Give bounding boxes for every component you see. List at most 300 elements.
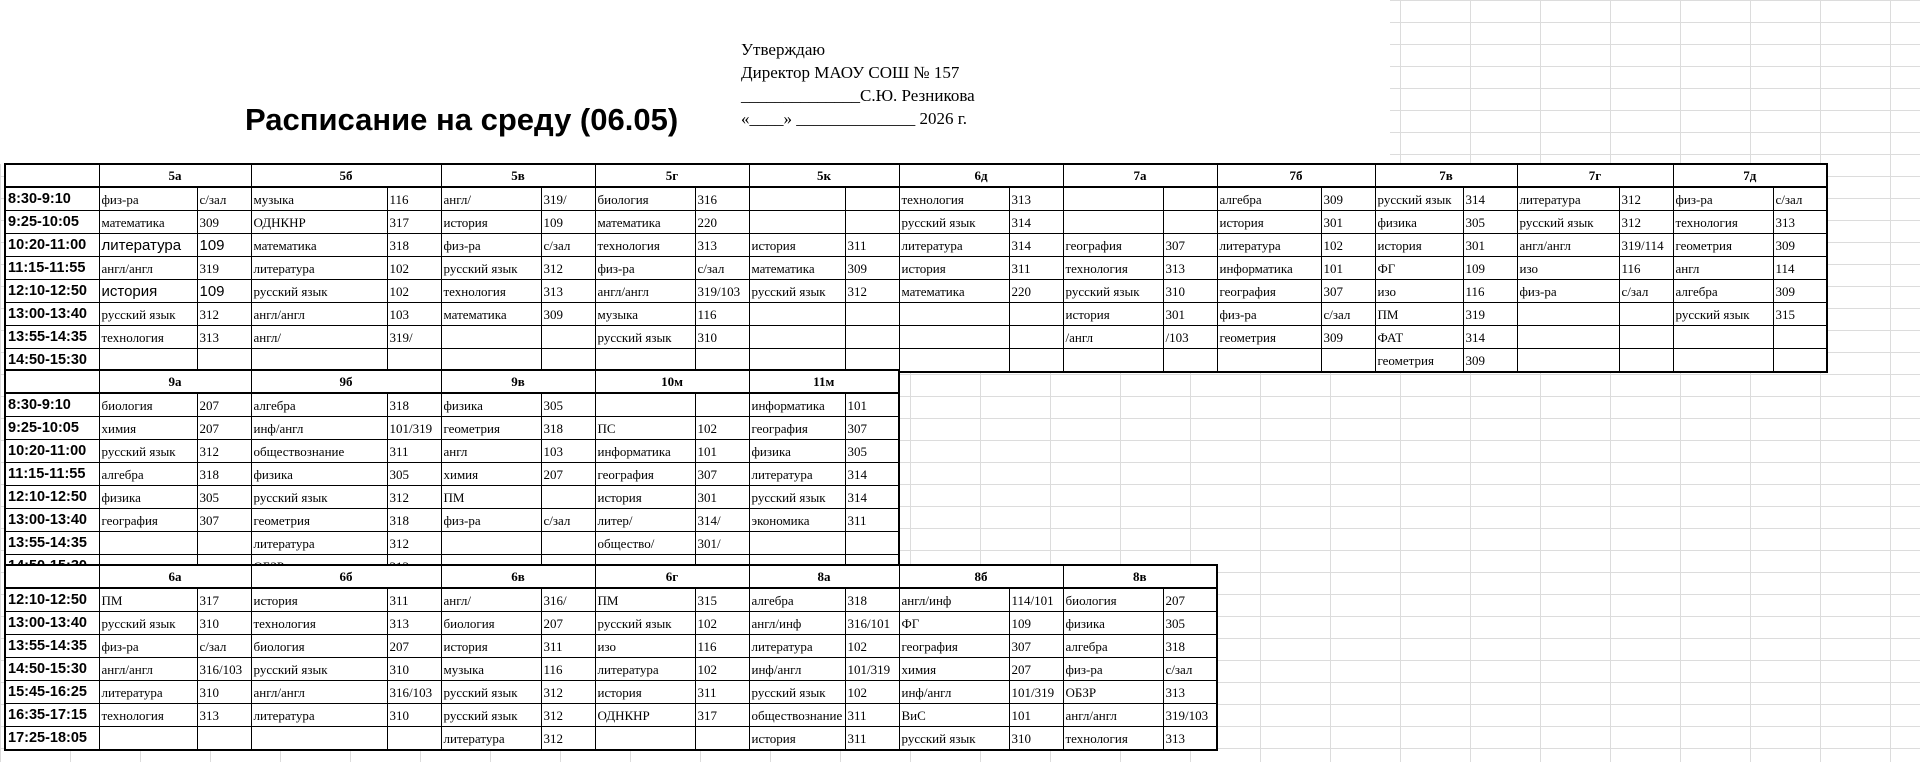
room-cell: 301 bbox=[695, 486, 749, 509]
room-cell: 312 bbox=[387, 532, 441, 555]
lesson-row bbox=[5, 635, 1217, 658]
subject-cell: информатика bbox=[749, 393, 845, 417]
room-cell: 314 bbox=[845, 486, 899, 509]
room-cell bbox=[1619, 349, 1673, 373]
room-cell bbox=[387, 727, 441, 751]
subject-cell: литература bbox=[441, 727, 541, 751]
room-cell: 318 bbox=[387, 509, 441, 532]
subject-cell: математика bbox=[251, 234, 387, 257]
subject-cell bbox=[251, 727, 387, 751]
subject-cell: физ-ра bbox=[441, 234, 541, 257]
room-cell: 207 bbox=[197, 393, 251, 417]
subject-cell: история bbox=[595, 681, 695, 704]
room-cell bbox=[695, 727, 749, 751]
room-cell: 310 bbox=[387, 704, 441, 727]
room-cell: 313 bbox=[197, 326, 251, 349]
subject-cell: русский язык bbox=[99, 440, 197, 463]
time-slot: 15:45-16:25 bbox=[5, 681, 99, 704]
room-cell: 319 bbox=[1463, 303, 1517, 326]
subject-cell: русский язык bbox=[441, 704, 541, 727]
subject-cell: математика bbox=[441, 303, 541, 326]
subject-cell: англ/ bbox=[441, 588, 541, 612]
subject-cell: история bbox=[1063, 303, 1163, 326]
room-cell: 102 bbox=[695, 417, 749, 440]
room-cell: 312 bbox=[541, 257, 595, 280]
room-cell: с/зал bbox=[1619, 280, 1673, 303]
lesson-row bbox=[5, 463, 899, 486]
subject-cell: англ bbox=[1673, 257, 1773, 280]
room-cell bbox=[1619, 303, 1673, 326]
room-cell: с/зал bbox=[197, 635, 251, 658]
room-cell: 311 bbox=[695, 681, 749, 704]
subject-cell bbox=[1517, 303, 1619, 326]
subject-cell: биология bbox=[1063, 588, 1163, 612]
subject-cell: англ/инф bbox=[899, 588, 1009, 612]
room-cell: 311 bbox=[845, 704, 899, 727]
room-cell: 309 bbox=[1463, 349, 1517, 373]
room-cell bbox=[541, 486, 595, 509]
subject-cell: русский язык bbox=[595, 612, 695, 635]
subject-cell: история bbox=[441, 211, 541, 234]
subject-cell: ПМ bbox=[441, 486, 541, 509]
room-cell: 314 bbox=[845, 463, 899, 486]
subject-cell: технология bbox=[595, 234, 695, 257]
subject-cell bbox=[1673, 349, 1773, 373]
room-cell: 101/319 bbox=[845, 658, 899, 681]
class-header: 6д bbox=[899, 164, 1063, 187]
room-cell: 109 bbox=[197, 280, 251, 303]
subject-cell: геометрия bbox=[1375, 349, 1463, 373]
room-cell: 102 bbox=[387, 257, 441, 280]
subject-cell: литература bbox=[899, 234, 1009, 257]
room-cell: 102 bbox=[1321, 234, 1375, 257]
room-cell: 313 bbox=[1163, 681, 1217, 704]
subject-cell: литер/ bbox=[595, 509, 695, 532]
class-header: 5а bbox=[99, 164, 251, 187]
subject-cell bbox=[99, 532, 197, 555]
class-header: 5г bbox=[595, 164, 749, 187]
subject-cell bbox=[99, 727, 197, 751]
subject-cell: англ/англ bbox=[595, 280, 695, 303]
room-cell: 313 bbox=[1163, 257, 1217, 280]
time-slot: 16:35-17:15 bbox=[5, 704, 99, 727]
room-cell: 312 bbox=[541, 704, 595, 727]
class-header-row bbox=[5, 164, 1827, 187]
subject-cell: математика bbox=[899, 280, 1009, 303]
room-cell: 315 bbox=[695, 588, 749, 612]
class-header: 6б bbox=[251, 565, 441, 588]
room-cell: 311 bbox=[845, 727, 899, 751]
subject-cell: русский язык bbox=[749, 280, 845, 303]
subject-cell: технология bbox=[441, 280, 541, 303]
subject-cell: изо bbox=[1375, 280, 1463, 303]
room-cell: 319/ bbox=[541, 187, 595, 211]
subject-cell bbox=[441, 532, 541, 555]
subject-cell: биология bbox=[251, 635, 387, 658]
subject-cell: информатика bbox=[595, 440, 695, 463]
lesson-row bbox=[5, 187, 1827, 211]
subject-cell: история bbox=[899, 257, 1009, 280]
page-title: Расписание на среду (06.05) bbox=[245, 102, 679, 137]
room-cell: 314 bbox=[1009, 211, 1063, 234]
subject-cell: физ-ра bbox=[1517, 280, 1619, 303]
subject-cell: история bbox=[1217, 211, 1321, 234]
room-cell: 301 bbox=[1321, 211, 1375, 234]
lesson-row bbox=[5, 658, 1217, 681]
room-cell: 307 bbox=[197, 509, 251, 532]
subject-cell bbox=[1217, 349, 1321, 373]
room-cell: 101 bbox=[1009, 704, 1063, 727]
room-cell: 101 bbox=[1321, 257, 1375, 280]
room-cell: 309 bbox=[197, 211, 251, 234]
class-header: 10м bbox=[595, 370, 749, 393]
subject-cell: алгебра bbox=[1217, 187, 1321, 211]
room-cell: 312 bbox=[541, 681, 595, 704]
subject-cell: ПМ bbox=[595, 588, 695, 612]
subject-cell: история bbox=[441, 635, 541, 658]
subject-cell: ФГ bbox=[1375, 257, 1463, 280]
subject-cell bbox=[1063, 349, 1163, 373]
subject-cell: химия bbox=[441, 463, 541, 486]
subject-cell: русский язык bbox=[1517, 211, 1619, 234]
subject-cell: геометрия bbox=[251, 509, 387, 532]
room-cell bbox=[695, 393, 749, 417]
time-slot: 12:10-12:50 bbox=[5, 588, 99, 612]
room-cell: 317 bbox=[695, 704, 749, 727]
room-cell: 116 bbox=[1463, 280, 1517, 303]
subject-cell: инф/англ bbox=[899, 681, 1009, 704]
room-cell: 319/114 bbox=[1619, 234, 1673, 257]
time-slot: 13:55-14:35 bbox=[5, 635, 99, 658]
time-slot: 9:25-10:05 bbox=[5, 211, 99, 234]
room-cell: 318 bbox=[845, 588, 899, 612]
room-cell: 307 bbox=[1009, 635, 1063, 658]
approval-line: ______________С.Ю. Резникова bbox=[741, 86, 975, 105]
subject-cell: англ bbox=[441, 440, 541, 463]
time-slot: 13:55-14:35 bbox=[5, 326, 99, 349]
class-header: 9б bbox=[251, 370, 441, 393]
room-cell: 318 bbox=[197, 463, 251, 486]
class-header: 6а bbox=[99, 565, 251, 588]
room-cell: 116 bbox=[1619, 257, 1673, 280]
room-cell: 307 bbox=[695, 463, 749, 486]
subject-cell: физ-ра bbox=[1063, 658, 1163, 681]
subject-cell: ПС bbox=[595, 417, 695, 440]
subject-cell bbox=[749, 211, 845, 234]
room-cell: 207 bbox=[387, 635, 441, 658]
room-cell: 314 bbox=[1463, 326, 1517, 349]
room-cell: 318 bbox=[541, 417, 595, 440]
lesson-row bbox=[5, 532, 899, 555]
room-cell bbox=[845, 326, 899, 349]
room-cell: 319/103 bbox=[1163, 704, 1217, 727]
subject-cell: география bbox=[899, 635, 1009, 658]
room-cell: 310 bbox=[1009, 727, 1063, 751]
subject-cell: физ-ра bbox=[99, 187, 197, 211]
subject-cell: математика bbox=[595, 211, 695, 234]
subject-cell: химия bbox=[899, 658, 1009, 681]
subject-cell: физика bbox=[441, 393, 541, 417]
subject-cell: математика bbox=[749, 257, 845, 280]
schedule-table-6-8 bbox=[4, 564, 1218, 751]
room-cell: 312 bbox=[1619, 187, 1673, 211]
room-cell: 312 bbox=[387, 486, 441, 509]
subject-cell: физика bbox=[1375, 211, 1463, 234]
lesson-row bbox=[5, 234, 1827, 257]
subject-cell: биология bbox=[99, 393, 197, 417]
lesson-row bbox=[5, 257, 1827, 280]
room-cell: с/зал bbox=[541, 234, 595, 257]
subject-cell: ФАТ bbox=[1375, 326, 1463, 349]
subject-cell: русский язык bbox=[595, 326, 695, 349]
room-cell bbox=[845, 187, 899, 211]
room-cell: 316/103 bbox=[197, 658, 251, 681]
room-cell: 101 bbox=[695, 440, 749, 463]
room-cell: 312 bbox=[541, 727, 595, 751]
room-cell: 309 bbox=[1321, 326, 1375, 349]
subject-cell: общество/ bbox=[595, 532, 695, 555]
subject-cell: русский язык bbox=[251, 280, 387, 303]
subject-cell bbox=[749, 303, 845, 326]
room-cell: 301 bbox=[1163, 303, 1217, 326]
subject-cell: технология bbox=[1063, 727, 1163, 751]
subject-cell: музыка bbox=[251, 187, 387, 211]
subject-cell: англ/ bbox=[251, 326, 387, 349]
subject-cell: информатика bbox=[1217, 257, 1321, 280]
subject-cell: ПМ bbox=[99, 588, 197, 612]
room-cell bbox=[1163, 187, 1217, 211]
subject-cell: литература bbox=[251, 532, 387, 555]
room-cell bbox=[1009, 326, 1063, 349]
subject-cell: литература bbox=[749, 635, 845, 658]
subject-cell: русский язык bbox=[1673, 303, 1773, 326]
lesson-row bbox=[5, 326, 1827, 349]
class-header: 11м bbox=[749, 370, 899, 393]
subject-cell: технология bbox=[899, 187, 1009, 211]
room-cell: 102 bbox=[845, 681, 899, 704]
room-cell: 316/ bbox=[541, 588, 595, 612]
room-cell: 301 bbox=[1463, 234, 1517, 257]
approval-block bbox=[741, 38, 975, 130]
subject-cell: русский язык bbox=[99, 612, 197, 635]
room-cell: 313 bbox=[541, 280, 595, 303]
time-slot: 11:15-11:55 bbox=[5, 463, 99, 486]
room-cell: 310 bbox=[197, 681, 251, 704]
subject-cell: история bbox=[1375, 234, 1463, 257]
room-cell: с/зал bbox=[695, 257, 749, 280]
subject-cell bbox=[749, 326, 845, 349]
subject-cell: русский язык bbox=[251, 658, 387, 681]
room-cell: 116 bbox=[695, 635, 749, 658]
room-cell: 103 bbox=[541, 440, 595, 463]
subject-cell: инф/англ bbox=[251, 417, 387, 440]
subject-cell: химия bbox=[99, 417, 197, 440]
class-header: 9а bbox=[99, 370, 251, 393]
room-cell: 114/101 bbox=[1009, 588, 1063, 612]
class-header: 8в bbox=[1063, 565, 1217, 588]
room-cell: 316/101 bbox=[845, 612, 899, 635]
time-slot: 8:30-9:10 bbox=[5, 187, 99, 211]
room-cell: 101/319 bbox=[1009, 681, 1063, 704]
subject-cell: литература bbox=[251, 704, 387, 727]
room-cell bbox=[1321, 349, 1375, 373]
subject-cell: технология bbox=[99, 704, 197, 727]
room-cell: с/зал bbox=[1163, 658, 1217, 681]
room-cell: 207 bbox=[1163, 588, 1217, 612]
room-cell: 316 bbox=[695, 187, 749, 211]
subject-cell: /англ bbox=[1063, 326, 1163, 349]
corner-cell bbox=[5, 565, 99, 588]
time-slot: 13:00-13:40 bbox=[5, 509, 99, 532]
room-cell bbox=[845, 211, 899, 234]
room-cell bbox=[197, 532, 251, 555]
room-cell bbox=[1619, 326, 1673, 349]
room-cell: 307 bbox=[845, 417, 899, 440]
room-cell: 317 bbox=[197, 588, 251, 612]
subject-cell: география bbox=[99, 509, 197, 532]
subject-cell: ОДНКНР bbox=[251, 211, 387, 234]
room-cell bbox=[1163, 349, 1217, 373]
room-cell: 311 bbox=[387, 588, 441, 612]
corner-cell bbox=[5, 164, 99, 187]
class-header: 7а bbox=[1063, 164, 1217, 187]
subject-cell bbox=[899, 303, 1009, 326]
subject-cell bbox=[1673, 326, 1773, 349]
lesson-row bbox=[5, 417, 899, 440]
subject-cell: изо bbox=[595, 635, 695, 658]
subject-cell: физика bbox=[749, 440, 845, 463]
time-slot: 12:10-12:50 bbox=[5, 486, 99, 509]
subject-cell: обществознание bbox=[749, 704, 845, 727]
class-header-row bbox=[5, 370, 899, 393]
subject-cell: технология bbox=[99, 326, 197, 349]
lesson-row bbox=[5, 612, 1217, 635]
subject-cell bbox=[1063, 187, 1163, 211]
room-cell: 310 bbox=[1163, 280, 1217, 303]
subject-cell: музыка bbox=[595, 303, 695, 326]
subject-cell: экономика bbox=[749, 509, 845, 532]
subject-cell: литература bbox=[99, 681, 197, 704]
room-cell: 312 bbox=[1619, 211, 1673, 234]
room-cell: 116 bbox=[387, 187, 441, 211]
room-cell bbox=[845, 532, 899, 555]
class-header: 7д bbox=[1673, 164, 1827, 187]
room-cell: 312 bbox=[197, 303, 251, 326]
subject-cell: история bbox=[749, 234, 845, 257]
time-slot: 8:30-9:10 bbox=[5, 393, 99, 417]
subject-cell: обществознание bbox=[251, 440, 387, 463]
room-cell: 319/103 bbox=[695, 280, 749, 303]
class-header: 6в bbox=[441, 565, 595, 588]
subject-cell bbox=[595, 727, 695, 751]
room-cell bbox=[1009, 349, 1063, 373]
subject-cell: алгебра bbox=[749, 588, 845, 612]
subject-cell: русский язык bbox=[99, 303, 197, 326]
subject-cell: русский язык bbox=[441, 681, 541, 704]
room-cell: 313 bbox=[1773, 211, 1827, 234]
room-cell: 305 bbox=[1163, 612, 1217, 635]
subject-cell: история bbox=[251, 588, 387, 612]
class-header-row bbox=[5, 565, 1217, 588]
subject-cell: история bbox=[99, 280, 197, 303]
subject-cell: англ/англ bbox=[251, 681, 387, 704]
subject-cell: русский язык bbox=[749, 486, 845, 509]
subject-cell: литература bbox=[595, 658, 695, 681]
class-header: 7в bbox=[1375, 164, 1517, 187]
room-cell: 207 bbox=[1009, 658, 1063, 681]
subject-cell: физ-ра bbox=[595, 257, 695, 280]
subject-cell: англ/англ bbox=[99, 257, 197, 280]
time-slot: 13:00-13:40 bbox=[5, 612, 99, 635]
room-cell: 311 bbox=[1009, 257, 1063, 280]
room-cell: 305 bbox=[1463, 211, 1517, 234]
room-cell bbox=[1773, 326, 1827, 349]
room-cell: 311 bbox=[387, 440, 441, 463]
subject-cell: ПМ bbox=[1375, 303, 1463, 326]
subject-cell bbox=[1517, 349, 1619, 373]
lesson-row bbox=[5, 440, 899, 463]
class-header: 5к bbox=[749, 164, 899, 187]
subject-cell: алгебра bbox=[99, 463, 197, 486]
subject-cell: физика bbox=[99, 486, 197, 509]
room-cell: 102 bbox=[387, 280, 441, 303]
time-slot: 13:00-13:40 bbox=[5, 303, 99, 326]
subject-cell bbox=[749, 187, 845, 211]
subject-cell: русский язык bbox=[1063, 280, 1163, 303]
room-cell bbox=[1009, 303, 1063, 326]
class-header: 8а bbox=[749, 565, 899, 588]
room-cell: 314 bbox=[1009, 234, 1063, 257]
room-cell: 207 bbox=[541, 612, 595, 635]
lesson-row bbox=[5, 280, 1827, 303]
subject-cell bbox=[899, 326, 1009, 349]
subject-cell: русский язык bbox=[251, 486, 387, 509]
subject-cell: литература bbox=[251, 257, 387, 280]
time-slot: 17:25-18:05 bbox=[5, 727, 99, 751]
room-cell: 313 bbox=[1009, 187, 1063, 211]
subject-cell: русский язык bbox=[749, 681, 845, 704]
room-cell: 101/319 bbox=[387, 417, 441, 440]
room-cell: 109 bbox=[197, 234, 251, 257]
room-cell: 310 bbox=[197, 612, 251, 635]
room-cell: 311 bbox=[541, 635, 595, 658]
time-slot: 13:55-14:35 bbox=[5, 532, 99, 555]
subject-cell: геометрия bbox=[1217, 326, 1321, 349]
class-header: 6г bbox=[595, 565, 749, 588]
room-cell: 305 bbox=[541, 393, 595, 417]
subject-cell: физика bbox=[1063, 612, 1163, 635]
lesson-row bbox=[5, 704, 1217, 727]
class-header: 5в bbox=[441, 164, 595, 187]
room-cell: 310 bbox=[695, 326, 749, 349]
subject-cell: литература bbox=[1517, 187, 1619, 211]
room-cell: 309 bbox=[845, 257, 899, 280]
sheet-header-area bbox=[0, 0, 1390, 164]
room-cell: 309 bbox=[541, 303, 595, 326]
approval-line: Утверждаю bbox=[741, 40, 826, 59]
room-cell: 116 bbox=[541, 658, 595, 681]
room-cell: 312 bbox=[845, 280, 899, 303]
subject-cell bbox=[441, 326, 541, 349]
approval-line: «____» ______________ 2026 г. bbox=[741, 109, 968, 128]
room-cell: 307 bbox=[1163, 234, 1217, 257]
room-cell: 102 bbox=[695, 612, 749, 635]
room-cell: 101 bbox=[845, 393, 899, 417]
room-cell: 311 bbox=[845, 234, 899, 257]
room-cell: 313 bbox=[197, 704, 251, 727]
corner-cell bbox=[5, 370, 99, 393]
room-cell: 114 bbox=[1773, 257, 1827, 280]
